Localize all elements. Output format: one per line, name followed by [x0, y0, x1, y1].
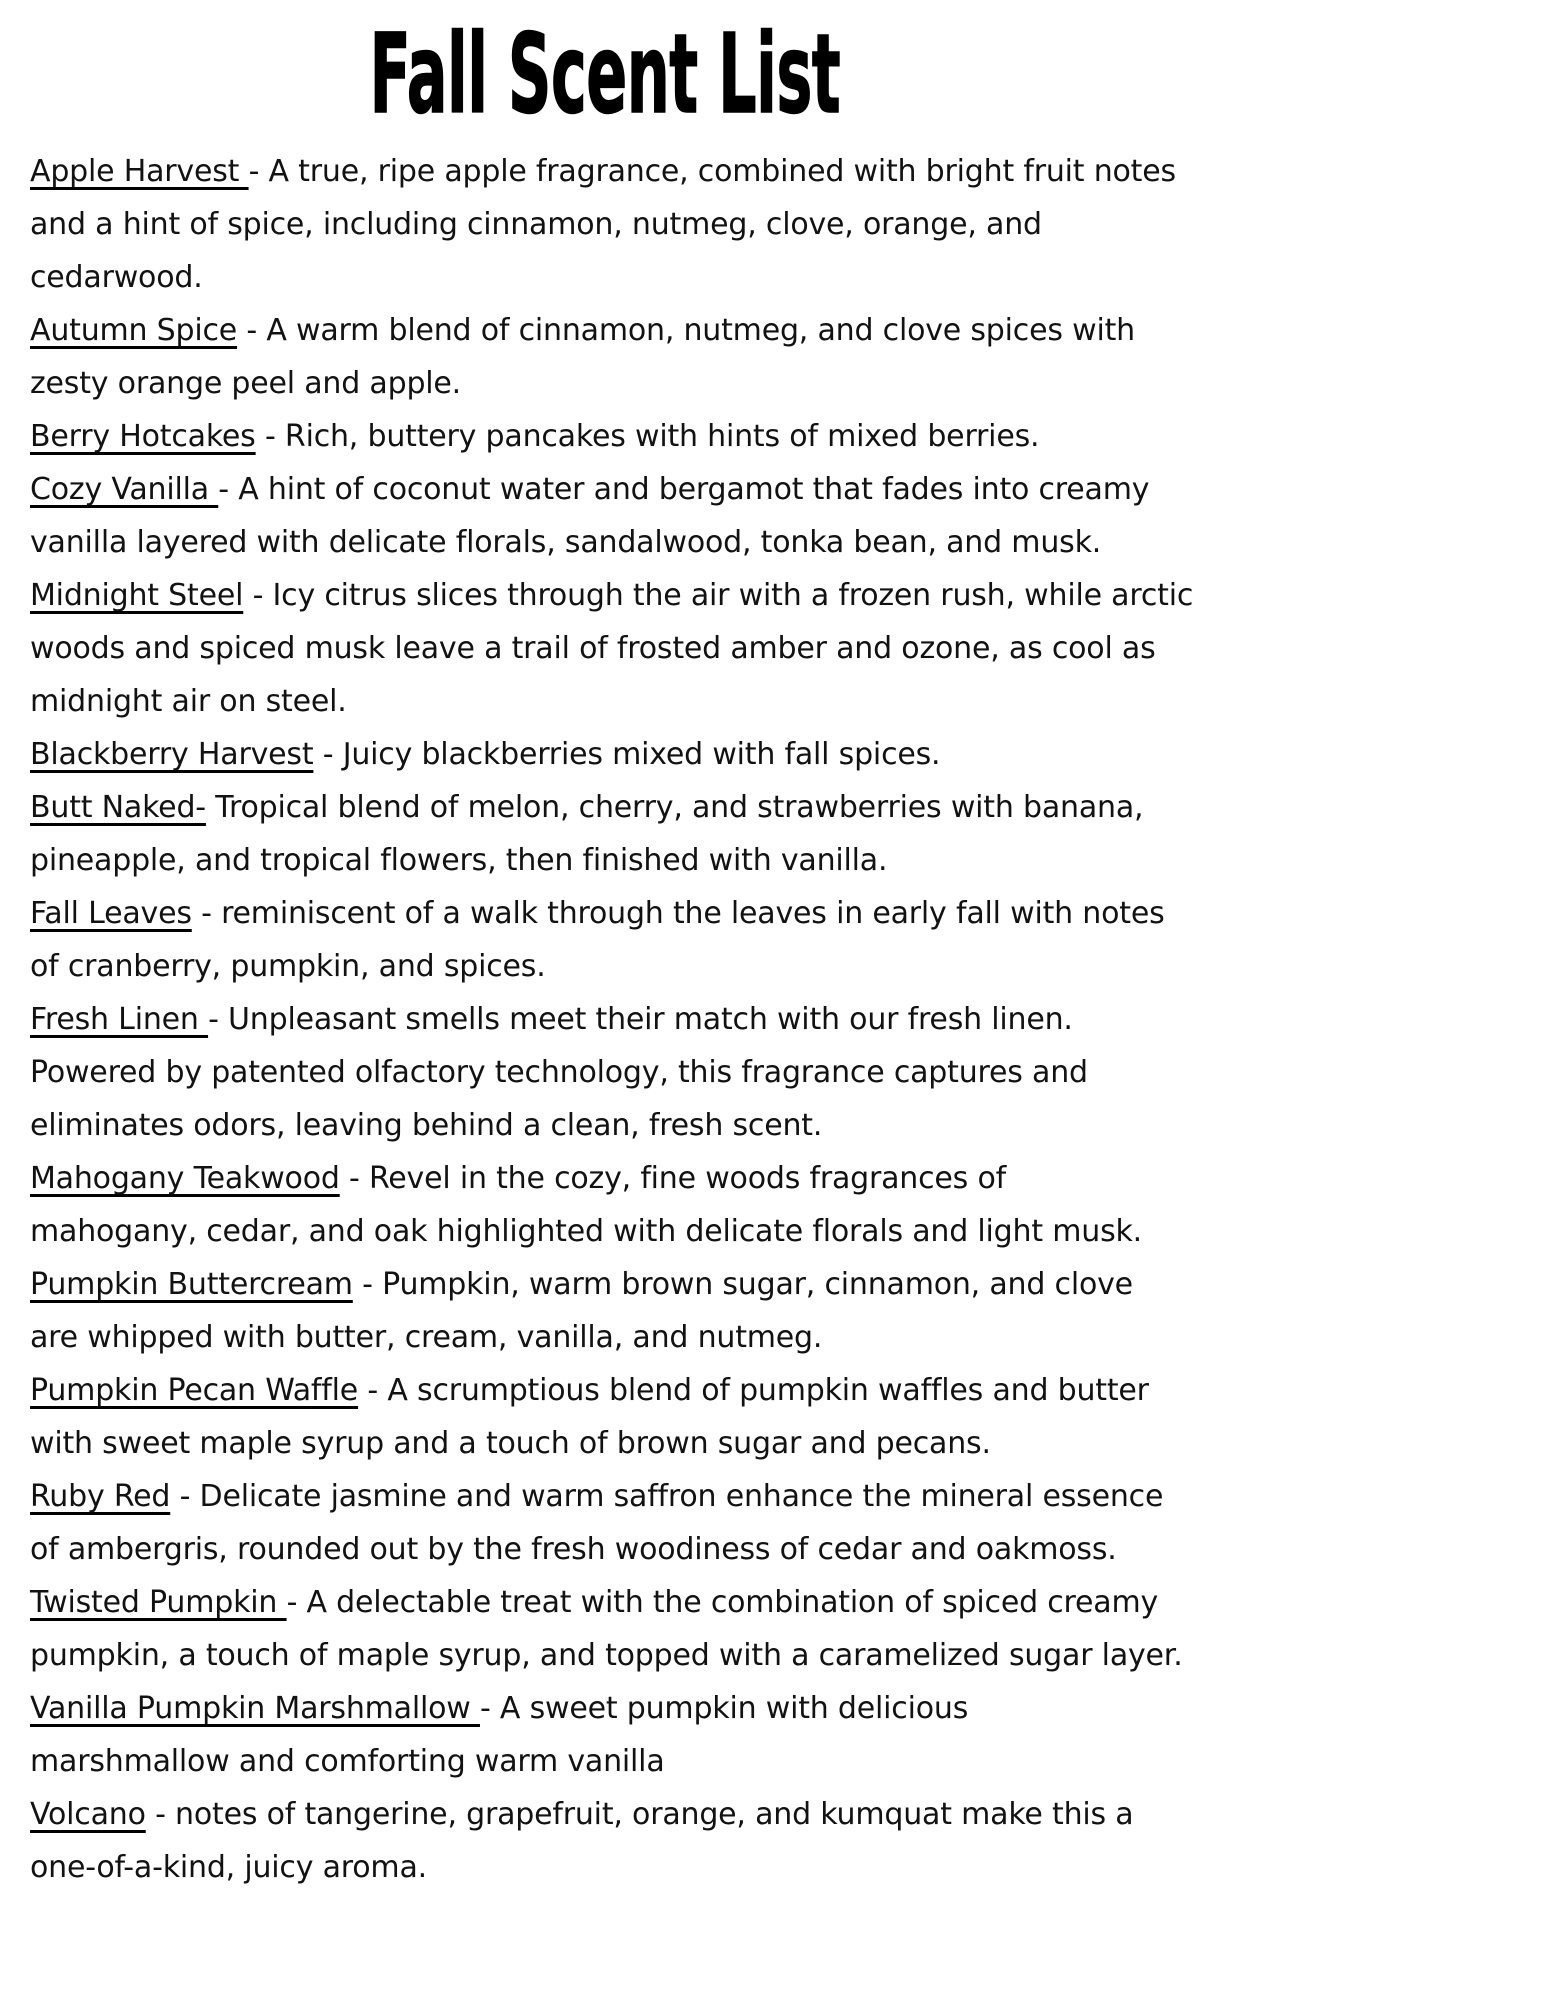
- title-row: [30, 10, 1180, 138]
- scent-entry: Mahogany Teakwood - Revel in the cozy, fine woods fragrances of mahogany, cedar, and oak highlighted with delicate florals and light musk.: [30, 1161, 1143, 1249]
- scent-entry: Butt Naked- Tropical blend of melon, cherry, and strawberries with banana, pineapple, and tropical flowers, then finished with vanilla.: [30, 790, 1144, 878]
- scent-name: Berry Hotcakes: [30, 419, 256, 454]
- scent-entry: Midnight Steel - Icy citrus slices through the air with a frozen rush, while arctic woods and spiced musk leave a trail of frosted amber and ozone, as cool as midnight air on steel.: [30, 578, 1194, 719]
- scent-entry: Vanilla Pumpkin Marshmallow - A sweet pumpkin with delicious marshmallow and comforting warm vanilla: [30, 1691, 969, 1779]
- scent-name: Ruby Red: [30, 1479, 171, 1514]
- scent-entry: Ruby Red - Delicate jasmine and warm saffron enhance the mineral essence of ambergris, rounded out by the fresh woodiness of cedar and oakmoss.: [30, 1479, 1164, 1567]
- scent-name: Volcano: [30, 1797, 146, 1832]
- scent-entry: Pumpkin Pecan Waffle - A scrumptious blend of pumpkin waffles and butter with sweet maple syrup and a touch of brown sugar and pecans.: [30, 1373, 1149, 1461]
- scent-name: Fresh Linen: [30, 1002, 209, 1037]
- scent-entry: Fresh Linen - Unpleasant smells meet their match with our fresh linen. Powered by patented olfactory technology, this fragrance captures and eliminates odors, leaving behind a clean, fresh scent.: [30, 1002, 1088, 1143]
- scent-name: Apple Harvest: [30, 154, 249, 189]
- page-title: Fall Scent List: [369, 10, 841, 138]
- scent-entry: Berry Hotcakes - Rich, buttery pancakes with hints of mixed berries.: [30, 419, 1040, 454]
- scent-entry: Fall Leaves - reminiscent of a walk through the leaves in early fall with notes of cranberry, pumpkin, and spices.: [30, 896, 1165, 984]
- scent-entry: Autumn Spice - A warm blend of cinnamon, nutmeg, and clove spices with zesty orange peel and apple.: [30, 313, 1135, 401]
- scent-name: Pumpkin Pecan Waffle: [30, 1373, 359, 1408]
- scent-entry: Cozy Vanilla - A hint of coconut water and bergamot that fades into creamy vanilla layered with delicate florals, sandalwood, tonka bean, and musk.: [30, 472, 1150, 560]
- scent-name: Mahogany Teakwood: [30, 1161, 340, 1196]
- scent-entry: Volcano - notes of tangerine, grapefruit, orange, and kumquat make this a one-of-a-kind, juicy aroma.: [30, 1797, 1134, 1885]
- scent-name: Autumn Spice: [30, 313, 238, 348]
- scent-list: [30, 145, 1515, 1894]
- scent-entry: Blackberry Harvest - Juicy blackberries mixed with fall spices.: [30, 737, 941, 772]
- scent-name: Twisted Pumpkin: [30, 1585, 287, 1620]
- scent-name: Butt Naked-: [30, 790, 206, 825]
- scent-name: Vanilla Pumpkin Marshmallow: [30, 1691, 480, 1726]
- scent-name: Fall Leaves: [30, 896, 192, 931]
- scent-entry: Twisted Pumpkin - A delectable treat with the combination of spiced creamy pumpkin, a touch of maple syrup, and topped with a caramelized sugar layer.: [30, 1585, 1183, 1673]
- scent-name: Cozy Vanilla: [30, 472, 219, 507]
- scent-entry: Pumpkin Buttercream - Pumpkin, warm brown sugar, cinnamon, and clove are whipped with butter, cream, vanilla, and nutmeg.: [30, 1267, 1133, 1355]
- scent-entry: Apple Harvest - A true, ripe apple fragrance, combined with bright fruit notes and a hint of spice, including cinnamon, nutmeg, clove, orange, and cedarwood.: [30, 154, 1176, 295]
- scent-name: Midnight Steel: [30, 578, 244, 613]
- scent-name: Pumpkin Buttercream: [30, 1267, 353, 1302]
- scent-name: Blackberry Harvest: [30, 737, 314, 772]
